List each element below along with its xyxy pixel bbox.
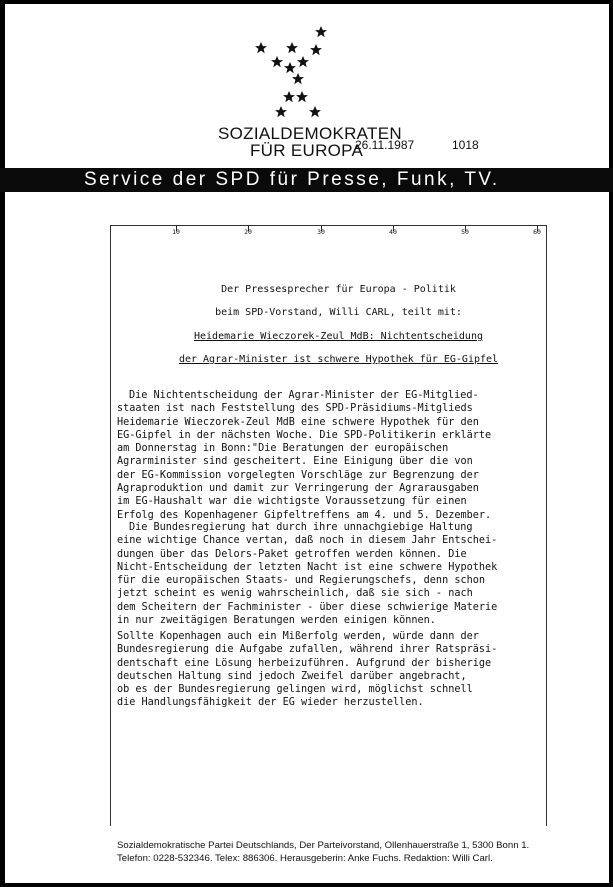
paragraph-line: für die europäischen Staats- und Regierungschefs, denn schon [117, 575, 486, 587]
ruler-label: 60 [533, 228, 541, 236]
ruler-label: 20 [244, 228, 252, 236]
paragraph-line: Agraproduktion und damit zur Verringerung der Agrarausgaben [117, 483, 479, 495]
release-number: 1018 [452, 138, 479, 152]
star-icon [296, 91, 308, 102]
star-icon [315, 26, 327, 37]
page-border-top [0, 0, 613, 4]
release-date: 26.11.1987 [355, 138, 415, 152]
paragraph-line: im EG-Haushalt war die wichtigste Voraussetzung für einen [117, 496, 467, 508]
logo-line-1: SOZIALDEMOKRATEN [218, 124, 402, 143]
star-icon [271, 56, 283, 67]
title-line-1-text: Heidemarie Wieczorek-Zeul MdB: Nichtentscheidung [194, 331, 483, 342]
ruler-label: 40 [389, 228, 397, 236]
footer-line-1: Sozialdemokratische Partei Deutschlands, Der Parteivorstand, Ollenhauerstraße 1, 5300 Bonn 1. [117, 840, 530, 851]
star-icon [310, 44, 322, 55]
paragraph-line: Sollte Kopenhagen auch ein Mißerfolg werden, würde dann der [117, 631, 479, 642]
footer [117, 840, 587, 865]
paragraph-2 [117, 521, 557, 627]
ruler-label: 30 [317, 228, 325, 236]
star-icon [275, 106, 287, 117]
paragraph-1 [117, 389, 557, 522]
heading-line-2: beim SPD-Vorstand, Willi CARL, teilt mit: [215, 307, 462, 318]
paragraph-line: am Donnerstag in Bonn:"Die Beratungen der europäischen [117, 443, 449, 455]
paragraph-line: deutschen Haltung sind jedoch Zweifel darüber angebracht, [117, 670, 467, 682]
paragraph-line: eine wichtige Chance vertan, daß noch in diesem Jahr Entschei- [117, 535, 498, 547]
page-border-bottom [0, 883, 613, 887]
paragraph-line: Erfolg des Kopenhagener Gipfeltreffens am 4. und 5. Dezember. [117, 509, 492, 521]
paragraph-line: in nur zweitägigen Beratungen werden einigen können. [117, 615, 436, 627]
logo-line-2: FÜR EUROPA [250, 141, 364, 160]
star-icon [297, 56, 309, 67]
typewriter-ruler [111, 226, 546, 238]
paragraph-line: der EG-Kommission vorgelegten Vorschläge zur Begrenzung der [117, 469, 479, 481]
star-icon [283, 91, 295, 102]
europe-stars-logo [240, 20, 340, 130]
ruler-label: 50 [461, 228, 469, 236]
paragraph-line: Agrarminister sind gescheitert. Eine Einigung über die von [117, 456, 473, 468]
paragraph-line: dungen über das Delors-Paket getroffen werden können. Die [117, 548, 467, 560]
star-icon [292, 73, 304, 84]
paragraph-line: dentschaft eine Lösung herbeizuführen. Aufgrund der bisherige [117, 657, 492, 669]
banner-text: Service der SPD für Presse, Funk, TV. [84, 169, 500, 190]
paragraph-line: Nicht-Entscheidung der letzten Nacht ist eine schwere Hypothek [117, 561, 498, 573]
paragraph-line: die Handlungsfähigkeit der EG wieder herzustellen. [117, 697, 424, 709]
page-border-left [0, 0, 5, 887]
footer-line-2: Telefon: 0228-532346. Telex: 886306. Herausgeberin: Anke Fuchs. Redaktion: Willi Carl. [117, 852, 493, 864]
star-icon [309, 106, 321, 117]
star-icon [255, 42, 267, 53]
title-line-2 [32, 354, 613, 365]
title-line-2-text: der Agrar-Minister ist schwere Hypothek für EG-Gipfel [178, 354, 499, 365]
heading-line-1: Der Pressesprecher für Europa - Politik [221, 284, 456, 295]
paragraph-line: staaten ist nach Feststellung des SPD-Präsidiums-Mitglieds [117, 403, 473, 415]
paragraph-line: Bundesregierung die Aufgabe zufallen, während ihrer Ratspräsi- [117, 644, 498, 656]
title-line-1 [32, 331, 613, 342]
ruler-label: 10 [172, 228, 180, 236]
paragraph-3 [117, 630, 557, 710]
paragraph-line: jetzt scheint es wenig wahrscheinlich, daß sie sich - nach [117, 588, 473, 600]
star-icon [284, 62, 296, 73]
paragraph-line: EG-Gipfel in der nächsten Woche. Die SPD-Politikerin erklärte [117, 429, 492, 441]
service-banner [0, 168, 613, 192]
star-icon [286, 42, 298, 53]
paragraph-line: Heidemarie Wieczorek-Zeul MdB eine schwere Hypothek für den [117, 416, 479, 428]
paragraph-line: dem Scheitern der Fachminister - über diese schwierige Materie [117, 601, 498, 613]
paragraph-line: Die Nichtentscheidung der Agrar-Minister der EG-Mitglied- [129, 390, 479, 401]
paragraph-line: Die Bundesregierung hat durch ihre unnachgiebige Haltung [129, 522, 473, 533]
page-border-right [609, 0, 613, 887]
paragraph-line: ob es der Bundesregierung gelingen wird, möglichst schnell [117, 684, 473, 696]
